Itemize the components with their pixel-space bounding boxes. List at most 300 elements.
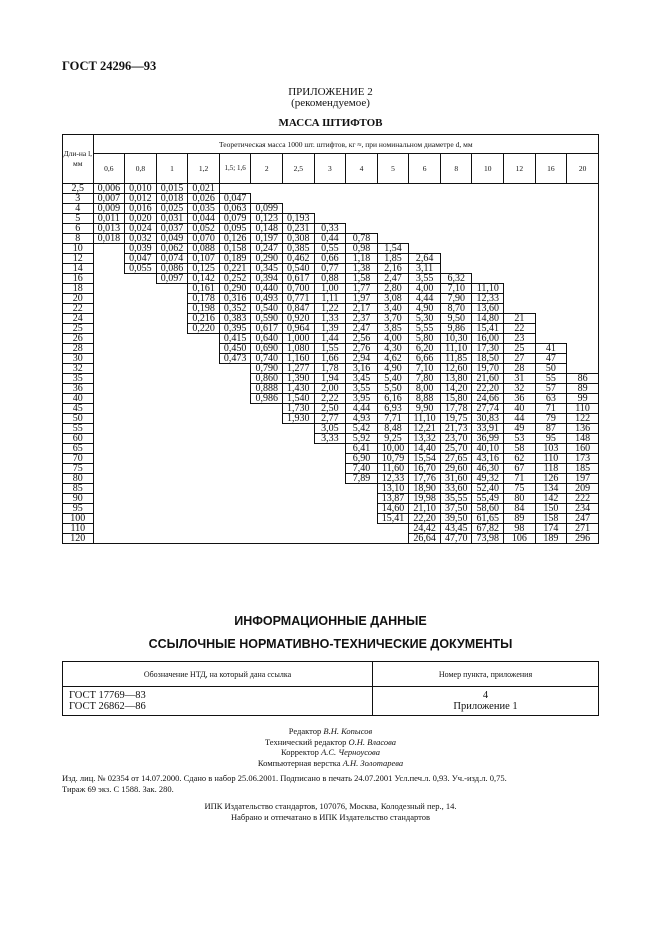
mass-cell [535,204,567,214]
mass-cell [93,254,125,264]
table-title: МАССА ШТИФТОВ [278,117,383,129]
mass-cell [125,294,157,304]
mass-cell: 11,10 [472,284,504,294]
diameter-header: 20 [567,154,599,184]
mass-cell: 23,70 [440,434,472,444]
mass-cell [472,194,504,204]
mass-cell: 55,49 [472,494,504,504]
mass-cell: 10,79 [377,454,409,464]
mass-cell [251,434,283,444]
mass-cell [93,484,125,494]
mass-cell: 0,070 [188,234,220,244]
mass-cell [125,424,157,434]
mass-cell: 2,76 [346,344,378,354]
mass-cell [93,414,125,424]
mass-cell [219,494,251,504]
mass-cell: 1,33 [314,314,346,324]
mass-cell [283,424,315,434]
mass-cell: 0,047 [125,254,157,264]
table-row [63,284,599,294]
mass-cell [535,274,567,284]
mass-cell: 87 [535,424,567,434]
mass-cell [472,244,504,254]
mass-cell: 35,55 [440,494,472,504]
diameter-header: 16 [535,154,567,184]
mass-cell: 0,158 [219,244,251,254]
mass-cell: 79 [535,414,567,424]
mass-cell: 122 [567,414,599,424]
mass-cell: 2,80 [377,284,409,294]
mass-cell [156,514,188,524]
mass-cell [251,474,283,484]
mass-cell [567,224,599,234]
mass-cell: 3,05 [314,424,346,434]
mass-cell: 5,80 [409,334,441,344]
mass-table-body [63,184,599,544]
mass-cell: 1,730 [283,404,315,414]
credit-name: О.Н. Власова [348,736,397,747]
mass-cell: 2,37 [346,314,378,324]
mass-cell [567,244,599,254]
mass-cell [251,444,283,454]
mass-cell: 0,790 [251,364,283,374]
publisher-info [0,801,661,823]
mass-cell: 110 [567,404,599,414]
mass-cell [535,284,567,294]
mass-cell [377,204,409,214]
length-cell: 60 [63,434,94,444]
table-row [63,384,599,394]
mass-cell: 296 [567,534,599,544]
mass-cell: 0,66 [314,254,346,264]
mass-cell [504,244,536,254]
refs-doc-cell [63,687,373,716]
mass-cell [504,304,536,314]
appendix-subtitle: (рекомендуемое) [291,97,370,109]
mass-cell: 6,41 [346,444,378,454]
mass-cell: 173 [567,454,599,464]
mass-cell [93,374,125,384]
mass-cell: 1,277 [283,364,315,374]
mass-cell: 11,10 [440,344,472,354]
mass-cell: 55 [535,374,567,384]
length-cell: 95 [63,504,94,514]
mass-cell [93,444,125,454]
mass-cell: 4,90 [409,304,441,314]
length-header: Дли-на l, мм [63,135,94,184]
mass-cell [251,184,283,194]
table-row [63,214,599,224]
mass-cell [567,284,599,294]
table-row [63,454,599,464]
mass-cell [504,284,536,294]
mass-cell [504,254,536,264]
diameter-header: 0,8 [125,154,157,184]
mass-cell: 2,47 [377,274,409,284]
mass-cell [188,354,220,364]
mass-cell [440,264,472,274]
mass-cell [251,414,283,424]
mass-cell: 58,60 [472,504,504,514]
table-row [63,204,599,214]
mass-cell: 0,216 [188,314,220,324]
mass-cell: 67 [504,464,536,474]
mass-cell: 118 [535,464,567,474]
mass-cell [219,484,251,494]
length-cell: 80 [63,474,94,484]
mass-cell [93,474,125,484]
mass-cell: 10,00 [377,444,409,454]
mass-cell [156,314,188,324]
mass-cell: 160 [567,444,599,454]
mass-cell: 1,78 [314,364,346,374]
mass-cell [93,464,125,474]
mass-cell [567,194,599,204]
mass-cell [188,384,220,394]
mass-cell: 41 [535,344,567,354]
length-cell: 45 [63,404,94,414]
mass-cell: 21 [504,314,536,324]
mass-cell: 158 [535,514,567,524]
mass-cell: 12,33 [377,474,409,484]
mass-cell: 25 [504,344,536,354]
mass-cell: 1,77 [346,284,378,294]
mass-cell: 0,247 [251,244,283,254]
mass-cell: 1,00 [314,284,346,294]
mass-cell [188,364,220,374]
mass-cell [93,454,125,464]
table-row [63,394,599,404]
mass-cell: 2,47 [346,324,378,334]
imprint-line: Тираж 69 экз. С 1588. Зак. 280. [62,784,174,794]
mass-cell: 0,590 [251,314,283,324]
mass-cell [346,524,378,534]
mass-cell: 0,148 [251,224,283,234]
mass-cell [535,304,567,314]
mass-cell: 0,035 [188,204,220,214]
mass-cell [156,354,188,364]
mass-cell [251,484,283,494]
mass-cell [156,294,188,304]
mass-cell: 18,90 [409,484,441,494]
mass-cell [219,414,251,424]
mass-cell: 0,450 [219,344,251,354]
mass-cell: 4,90 [377,364,409,374]
mass-cell: 0,640 [251,334,283,344]
mass-cell: 1,44 [314,334,346,344]
mass-cell: 0,095 [219,224,251,234]
table-row [63,514,599,524]
mass-cell: 4,44 [409,294,441,304]
mass-cell: 0,021 [188,184,220,194]
mass-cell [156,414,188,424]
mass-cell: 31 [504,374,536,384]
credit-name: В.Н. Копысов [323,726,373,736]
mass-cell [156,444,188,454]
mass-cell: 1,22 [314,304,346,314]
mass-cell: 0,385 [283,244,315,254]
mass-cell [346,204,378,214]
mass-cell [156,364,188,374]
mass-cell: 0,198 [188,304,220,314]
mass-cell: 271 [567,524,599,534]
info-heading: ИНФОРМАЦИОННЫЕ ДАННЫЕ [234,614,427,628]
table-row [63,334,599,344]
mass-cell [314,194,346,204]
mass-cell: 0,98 [346,244,378,254]
mass-cell [125,334,157,344]
mass-cell [283,504,315,514]
refs-col-doc: Обозначение НТД, на который дана ссылка [63,662,373,687]
mass-cell [314,524,346,534]
mass-cell [346,504,378,514]
mass-cell [504,204,536,214]
table-row [63,344,599,354]
mass-cell: 3,95 [346,394,378,404]
mass-cell [219,524,251,534]
mass-cell: 6,20 [409,344,441,354]
mass-cell [125,454,157,464]
mass-cell [188,474,220,484]
mass-cell: 1,930 [283,414,315,424]
mass-cell [567,354,599,364]
mass-cell [535,184,567,194]
mass-cell [567,264,599,274]
mass-cell: 26,64 [409,534,441,544]
mass-cell [314,204,346,214]
mass-cell [156,384,188,394]
diameter-header: 1,2 [188,154,220,184]
mass-cell: 0,049 [156,234,188,244]
mass-cell: 0,740 [251,354,283,364]
mass-caption: Теоретическая масса 1000 шт. штифтов, кг ≈, при номинальном диаметре d, мм [93,135,598,154]
mass-cell: 98 [504,524,536,534]
diameter-header: 0,6 [93,154,125,184]
mass-cell: 222 [567,494,599,504]
credit-role: Корректор [281,747,319,757]
mass-cell [125,314,157,324]
mass-cell: 0,010 [125,184,157,194]
mass-cell: 0,986 [251,394,283,404]
mass-cell [93,514,125,524]
mass-cell [219,444,251,454]
mass-cell: 27,65 [440,454,472,464]
mass-cell [409,184,441,194]
mass-cell [251,464,283,474]
mass-cell: 1,97 [346,294,378,304]
mass-cell [314,504,346,514]
mass-cell [125,504,157,514]
mass-cell: 2,56 [346,334,378,344]
length-cell: 50 [63,414,94,424]
length-cell: 32 [63,364,94,374]
mass-cell: 0,018 [93,234,125,244]
mass-cell: 0,016 [125,204,157,214]
mass-cell: 11,85 [440,354,472,364]
mass-cell [504,184,536,194]
mass-cell: 0,079 [219,214,251,224]
mass-cell: 136 [567,424,599,434]
mass-cell: 13,10 [377,484,409,494]
mass-cell [251,404,283,414]
mass-cell: 5,55 [409,324,441,334]
mass-cell [377,524,409,534]
mass-cell: 13,80 [440,374,472,384]
length-cell: 65 [63,444,94,454]
mass-cell [93,244,125,254]
mass-cell: 0,473 [219,354,251,364]
mass-cell: 22 [504,324,536,334]
mass-cell: 0,540 [283,264,315,274]
mass-cell: 3,55 [346,384,378,394]
table-row [63,264,599,274]
mass-cell [251,524,283,534]
mass-cell [346,534,378,544]
mass-cell: 0,290 [251,254,283,264]
mass-cell [346,184,378,194]
mass-cell: 86 [567,374,599,384]
mass-cell [188,494,220,504]
mass-cell [219,464,251,474]
refs-ref: 4 [482,690,489,701]
mass-cell [251,194,283,204]
mass-cell [535,314,567,324]
mass-cell: 46,30 [472,464,504,474]
mass-cell: 37,50 [440,504,472,514]
mass-cell: 0,097 [156,274,188,284]
credit-line [0,737,661,748]
mass-cell [567,304,599,314]
mass-cell: 0,221 [219,264,251,274]
mass-cell: 8,88 [409,394,441,404]
mass-cell [125,324,157,334]
mass-cell: 71 [535,404,567,414]
length-cell: 90 [63,494,94,504]
mass-cell: 7,10 [409,364,441,374]
mass-cell [125,474,157,484]
mass-cell: 31,60 [440,474,472,484]
mass-cell: 0,044 [188,214,220,224]
mass-cell: 12,21 [409,424,441,434]
mass-cell [125,524,157,534]
refs-ref: Приложение 1 [453,701,518,712]
mass-cell: 7,40 [346,464,378,474]
mass-cell: 8,70 [440,304,472,314]
mass-cell [377,224,409,234]
mass-cell [283,534,315,544]
mass-cell [156,344,188,354]
mass-cell [156,454,188,464]
mass-cell: 43,45 [440,524,472,534]
mass-cell: 209 [567,484,599,494]
mass-cell: 36,99 [472,434,504,444]
mass-cell: 49,32 [472,474,504,484]
length-cell: 30 [63,354,94,364]
mass-cell: 5,50 [377,384,409,394]
mass-cell [283,204,315,214]
mass-cell: 0,123 [251,214,283,224]
mass-cell: 7,71 [377,414,409,424]
mass-cell: 2,77 [314,414,346,424]
mass-cell: 0,020 [125,214,157,224]
mass-cell: 0,540 [251,304,283,314]
mass-cell [188,464,220,474]
mass-cell [156,284,188,294]
mass-cell [535,244,567,254]
mass-cell: 8,48 [377,424,409,434]
mass-cell: 0,33 [314,224,346,234]
mass-cell: 89 [504,514,536,524]
table-row [63,414,599,424]
mass-cell [188,414,220,424]
table-row [63,224,599,234]
mass-cell [219,434,251,444]
mass-cell: 6,90 [346,454,378,464]
mass-cell [93,524,125,534]
mass-cell: 24,66 [472,394,504,404]
mass-cell: 9,50 [440,314,472,324]
mass-cell: 185 [567,464,599,474]
mass-cell [283,474,315,484]
diameter-header: 8 [440,154,472,184]
table-row [63,254,599,264]
mass-cell [535,294,567,304]
mass-cell [283,494,315,504]
mass-cell [346,494,378,504]
diameter-header: 3 [314,154,346,184]
mass-cell [504,194,536,204]
mass-cell [567,214,599,224]
length-cell: 26 [63,334,94,344]
mass-cell: 99 [567,394,599,404]
mass-cell [567,184,599,194]
mass-cell [125,414,157,424]
mass-cell [409,214,441,224]
mass-cell [93,494,125,504]
mass-cell: 0,700 [283,284,315,294]
diameter-header: 12 [504,154,536,184]
mass-cell [472,214,504,224]
mass-cell: 62 [504,454,536,464]
mass-cell [440,204,472,214]
mass-cell: 36 [504,394,536,404]
mass-cell: 0,847 [283,304,315,314]
table-row [63,304,599,314]
mass-cell [283,514,315,524]
mass-cell: 17,76 [409,474,441,484]
mass-cell [567,254,599,264]
mass-cell: 16,70 [409,464,441,474]
mass-cell: 0,617 [283,274,315,284]
table-row [63,314,599,324]
mass-cell [93,314,125,324]
imprint-line: Изд. лиц. № 02354 от 14.07.2000. Сдано в набор 25.06.2001. Подписано в печать 24.07.2001 Усл.печ.л. 0,93. Уч.-изд.л. 0,75. [62,773,507,783]
mass-cell: 27 [504,354,536,364]
mass-cell [156,424,188,434]
mass-cell [440,244,472,254]
mass-cell: 0,193 [283,214,315,224]
mass-cell: 0,024 [125,224,157,234]
length-cell: 24 [63,314,94,324]
mass-cell: 0,316 [219,294,251,304]
mass-cell [188,484,220,494]
mass-cell: 4,93 [346,414,378,424]
length-cell: 2,5 [63,184,94,194]
mass-cell [188,334,220,344]
mass-cell [219,454,251,464]
mass-cell: 0,920 [283,314,315,324]
mass-cell: 1,430 [283,384,315,394]
